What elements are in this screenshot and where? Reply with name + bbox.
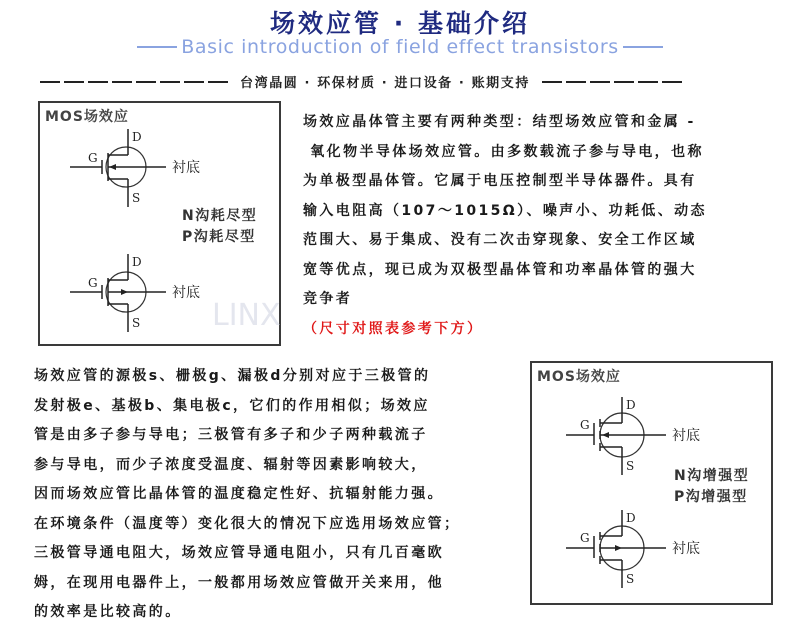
- svg-text:G: G: [88, 276, 98, 290]
- features-right-dashes: [542, 81, 682, 83]
- text-line: 场效应晶体管主要有两种类型：结型场效应管和金属 -: [303, 114, 696, 130]
- enhancement-mosfet-box: [530, 361, 773, 605]
- text-line: 竞争者: [303, 291, 353, 307]
- type-label-p: P沟耗尽型: [182, 229, 256, 245]
- text-line: 参与导电，而少子浓度受温度、辐射等因素影响较大，: [34, 456, 428, 473]
- svg-text:D: D: [626, 398, 636, 412]
- text-line: 管是由多子参与导电；三极管有多子和少子两种载流子: [34, 427, 428, 443]
- text-line: 姆，在现用电器件上，一般都用场效应管做开关来用，他: [34, 574, 444, 591]
- n-depletion-mosfet-symbol-icon: [70, 129, 220, 209]
- text-line: 场效应管的源极s、栅极g、漏极d分别对应于三极管的: [34, 368, 431, 384]
- type-label-list: [182, 206, 257, 248]
- type-label-p: P沟增强型: [674, 489, 748, 505]
- intro-paragraph: [303, 108, 783, 344]
- text-line: 在环境条件（温度等）变化很大的情况下应选用场效应管；: [34, 515, 461, 532]
- box-title: MOS场效应: [45, 109, 129, 125]
- features-left-dashes: [40, 81, 228, 83]
- svg-text:D: D: [132, 255, 142, 269]
- box-title: MOS场效应: [537, 369, 621, 385]
- text-line: 三极管导通电阻大，场效应管导通电阻小，只有几百毫欧: [34, 545, 444, 561]
- comparison-paragraph: [34, 362, 529, 628]
- svg-text:S: S: [626, 459, 635, 473]
- source-label: S: [132, 191, 141, 205]
- size-chart-note: （尺寸对照表参考下方）: [303, 320, 484, 337]
- text-line: 的效率是比较高的。: [34, 604, 182, 620]
- page-title: 场效应管 · 基础介绍: [270, 9, 530, 38]
- svg-text:S: S: [626, 572, 635, 586]
- subtitle-row: [0, 36, 800, 58]
- watermark: LINX: [212, 298, 281, 333]
- subtitle-right-rule: [623, 46, 663, 48]
- svg-text:衬底: 衬底: [672, 541, 700, 557]
- type-label-n: N沟增强型: [674, 468, 750, 484]
- svg-text:S: S: [132, 316, 141, 330]
- text-line: 宽等优点，现已成为双极型晶体管和功率晶体管的强大: [303, 261, 697, 278]
- gate-label: G: [88, 151, 98, 165]
- p-depletion-mosfet-symbol-icon: [70, 254, 220, 334]
- text-line: 范围大、易于集成、没有二次击穿现象、安全工作区域: [303, 232, 697, 248]
- substrate-label: 衬底: [172, 160, 200, 176]
- n-enhancement-mosfet-symbol-icon: [566, 397, 716, 477]
- depletion-mosfet-box: [38, 101, 281, 346]
- text-line: 为单极型晶体管。它属于电压控制型半导体器件。具有: [303, 173, 697, 189]
- drain-label: D: [132, 130, 142, 144]
- page-subtitle: Basic introduction of field effect transistors: [181, 36, 619, 58]
- svg-text:衬底: 衬底: [172, 285, 200, 301]
- text-line: 氧化物半导体场效应管。由多数载流子参与导电，也称: [303, 143, 704, 160]
- svg-text:D: D: [626, 511, 636, 525]
- features-row: [0, 72, 800, 91]
- svg-text:G: G: [580, 418, 590, 432]
- type-label-list: [674, 466, 749, 508]
- subtitle-left-rule: [137, 46, 177, 48]
- text-line: 因而场效应管比晶体管的温度稳定性好、抗辐射能力强。: [34, 486, 444, 502]
- p-enhancement-mosfet-symbol-icon: [566, 510, 716, 590]
- text-line: 输入电阻高（107～1015Ω）、噪声小、功耗低、动态: [303, 202, 707, 219]
- features-tagline: 台湾晶圆 · 环保材质 · 进口设备 · 账期支持: [240, 76, 530, 91]
- svg-text:G: G: [580, 531, 590, 545]
- type-label-n: N沟耗尽型: [182, 208, 258, 224]
- svg-text:衬底: 衬底: [672, 428, 700, 444]
- text-line: 发射极e、基极b、集电极c，它们的作用相似；场效应: [34, 397, 430, 414]
